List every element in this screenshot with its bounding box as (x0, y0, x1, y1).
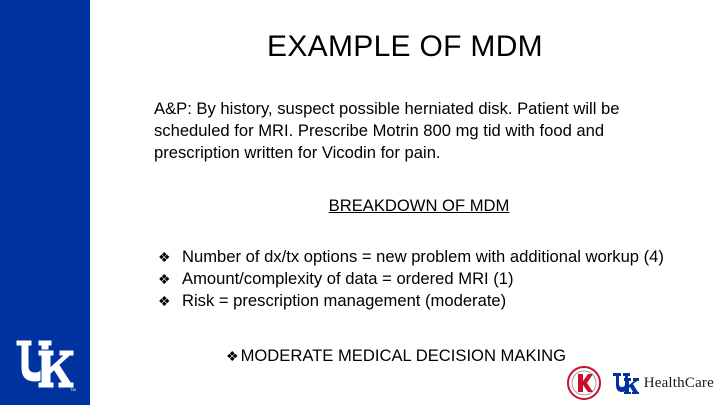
slide-title: EXAMPLE OF MDM (267, 30, 543, 63)
uk-logo-icon (14, 336, 76, 392)
breakdown-heading: BREAKDOWN OF MDM (328, 196, 510, 215)
healthcare-wordmark: HealthCare (643, 374, 714, 391)
list-item (158, 246, 698, 268)
diamond-bullet-icon: ❖ (158, 249, 171, 265)
footer-logos (566, 365, 714, 401)
list-item (158, 268, 698, 290)
conclusion-text: MODERATE MEDICAL DECISION MAKING (240, 346, 567, 365)
conclusion-line (226, 345, 566, 367)
bullet-text: Number of dx/tx options = new problem with additional workup (4) (182, 247, 664, 266)
bullet-text: Risk = prescription management (moderate) (182, 291, 507, 310)
diamond-bullet-icon: ❖ (158, 293, 171, 309)
assessment-plan-text: A&P: By history, suspect possible herniated disk. Patient will be scheduled for MRI. Prescribe Motrin 800 mg tid with food and prescription written for Vicodin for pain. (154, 99, 620, 162)
mdm-bullet-list (158, 246, 698, 312)
diamond-bullet-icon: ❖ (226, 348, 239, 364)
uk-healthcare-logo (612, 371, 714, 395)
kentucky-childrens-logo-icon (566, 365, 602, 401)
list-item (158, 290, 698, 312)
diamond-bullet-icon: ❖ (158, 271, 171, 287)
bullet-text: Amount/complexity of data = ordered MRI (1) (182, 269, 514, 288)
uk-mini-logo-icon (612, 371, 640, 395)
brand-sidebar (0, 0, 90, 405)
svg-text:TM: TM (70, 387, 76, 392)
